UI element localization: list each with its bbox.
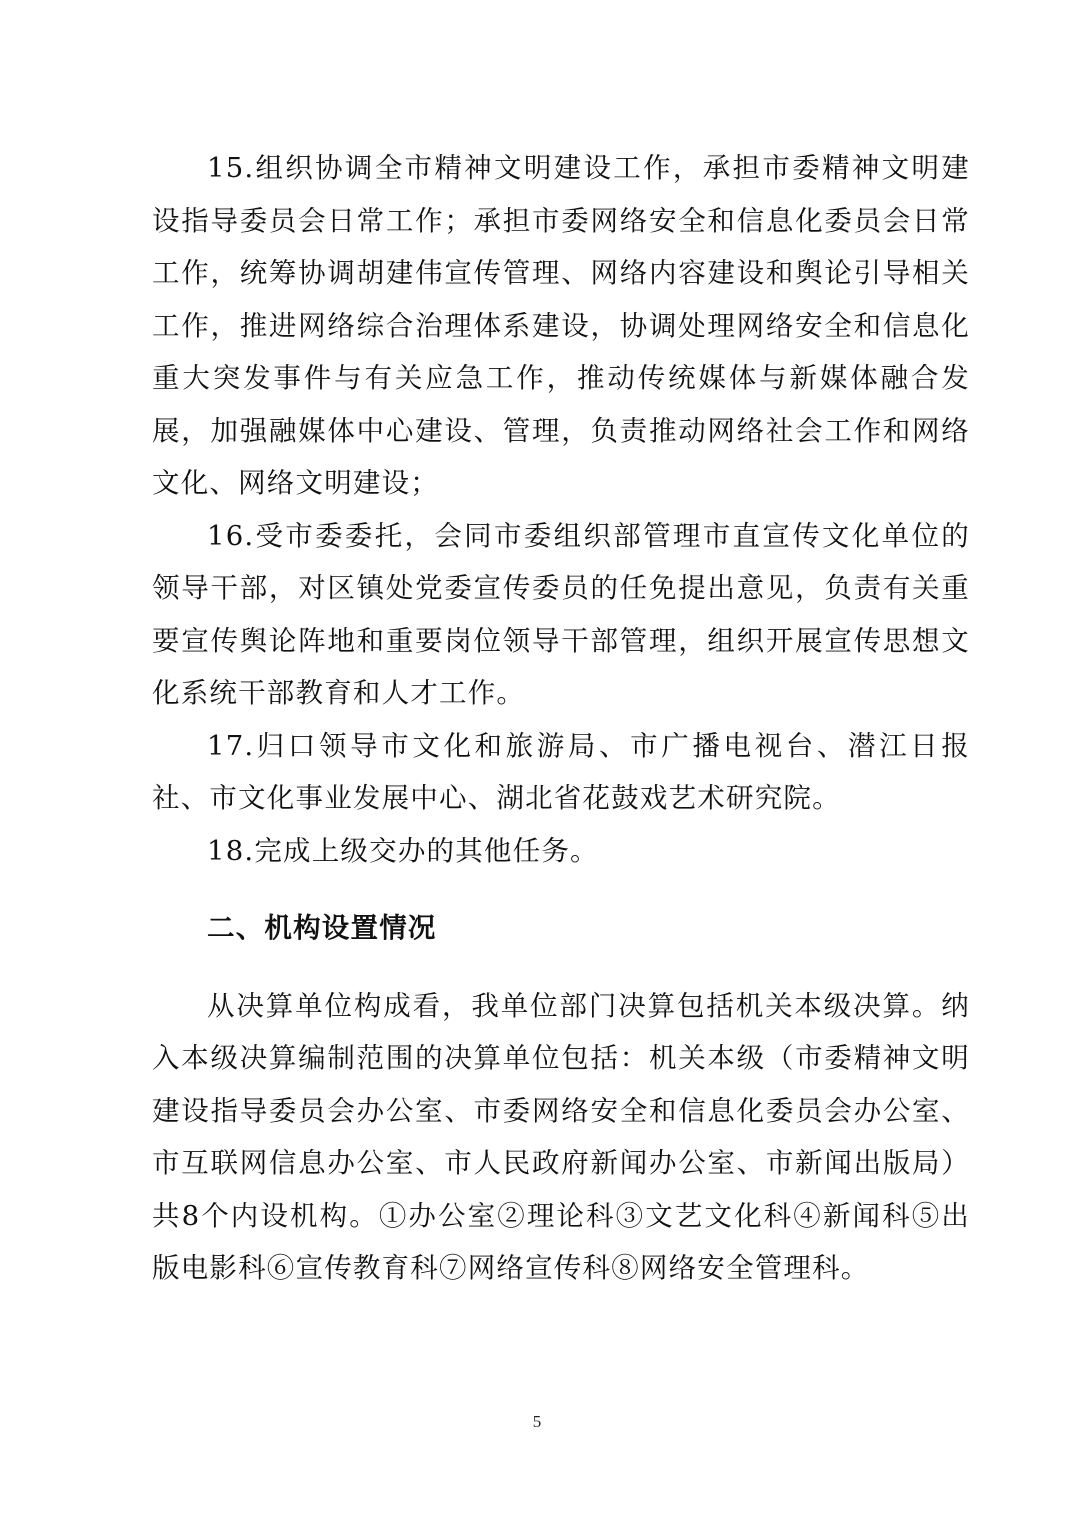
page-number: 5 xyxy=(532,1412,542,1431)
page-body xyxy=(152,142,970,1295)
paragraph-item-17: 17.归口领导市文化和旅游局、市广播电视台、潜江日报社、市文化事业发展中心、湖北省花鼓戏艺术研究院。 xyxy=(152,729,970,814)
section-body-paragraph: 从决算单位构成看，我单位部门决算包括机关本级决算。纳入本级决算编制范围的决算单位包括：机关本级（市委精神文明建设指导委员会办公室、市委网络安全和信息化委员会办公室、市互联网信息办公室、市人民政府新闻办公室、市新闻出版局）共8个内设机构。①办公室②理论科③文艺文化科④新闻科⑤出版电影科⑥宣传教育科⑦网络宣传科⑧网络安全管理科。 xyxy=(152,989,970,1284)
section-heading: 二、机构设置情况 xyxy=(207,912,437,944)
paragraph-item-16: 16.受市委委托，会同市委组织部管理市直宣传文化单位的领导干部，对区镇处党委宣传委员的任免提出意见，负责有关重要宣传舆论阵地和重要岗位领导干部管理，组织开展宣传思想文化系统干部教育和人才工作。 xyxy=(152,519,970,709)
paragraph-item-18: 18.完成上级交办的其他任务。 xyxy=(207,834,599,867)
paragraph-item-15: 15.组织协调全市精神文明建设工作，承担市委精神文明建设指导委员会日常工作；承担市委网络安全和信息化委员会日常工作，统筹协调胡建伟宣传管理、网络内容建设和舆论引导相关工作，推进网络综合治理体系建设，协调处理网络安全和信息化重大突发事件与有关应急工作，推动传统媒体与新媒体融合发展，加强融媒体中心建设、管理，负责推动网络社会工作和网络文化、网络文明建设； xyxy=(152,152,970,499)
